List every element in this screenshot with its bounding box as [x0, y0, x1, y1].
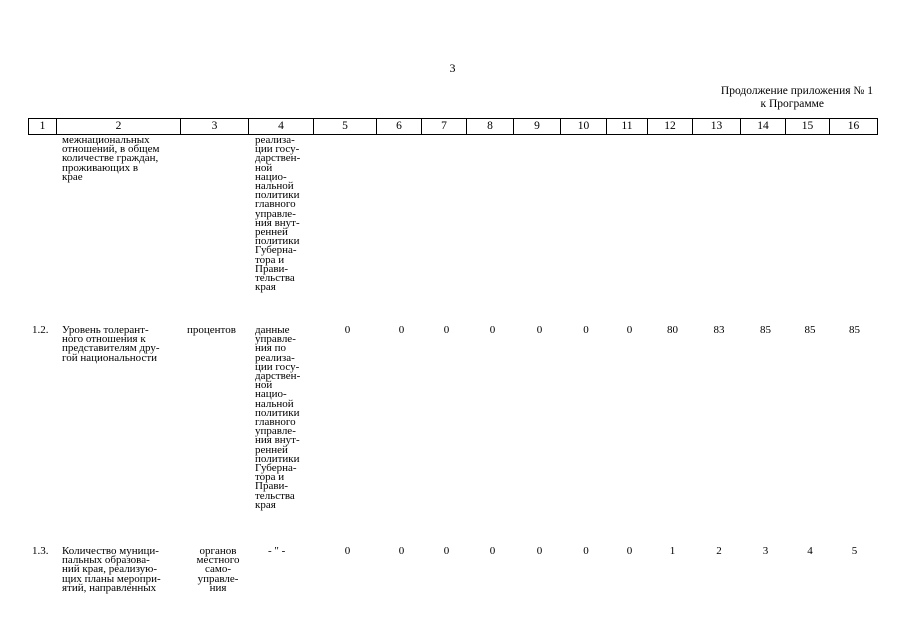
row-1-value: 85	[804, 324, 816, 336]
row-2-value: 0	[626, 545, 633, 557]
header-cell: 9	[514, 119, 561, 134]
header-cell: 11	[607, 119, 648, 134]
row-1-value: 0	[536, 324, 543, 336]
header-cell: 10	[561, 119, 607, 134]
row-1-value: 0	[489, 324, 496, 336]
table-header-row	[28, 118, 878, 135]
row-1-value: 83	[713, 324, 725, 336]
header-cell: 13	[693, 119, 741, 134]
row-1-unit: процентов	[187, 324, 236, 336]
row-2-unit: органов местного само- управле- ния	[196, 545, 240, 594]
row-2-source: - " -	[268, 545, 286, 557]
header-cell: 5	[314, 119, 377, 134]
row-2-value: 4	[807, 545, 813, 557]
header-cell: 1	[29, 119, 57, 134]
row-1-value: 0	[583, 324, 589, 336]
row-1-name: Уровень толерант- ного отношения к представителям дру- гой национальности	[62, 324, 160, 364]
row-1-value: 80	[667, 324, 678, 336]
row-0-source: реализа- ции госу- дарствен- ной нацио- нальной политики главного управле- ния внут- ренней политики Губерна- тора и Прави- тельства края	[255, 134, 301, 294]
row-1-value: 85	[849, 324, 860, 336]
row-2-value: 0	[583, 545, 589, 557]
row-2-value: 3	[762, 545, 769, 557]
header-cell: 7	[422, 119, 467, 134]
appendix-line-2: к Программе	[760, 98, 824, 110]
header-cell: 14	[741, 119, 786, 134]
row-2-value: 2	[716, 545, 722, 557]
row-1-value: 0	[626, 324, 633, 336]
row-2-value: 0	[398, 545, 405, 557]
header-cell: 12	[648, 119, 693, 134]
row-1-value: 0	[398, 324, 405, 336]
header-cell: 3	[181, 119, 249, 134]
row-1-source: данные управле- ния по реализа- ции госу- дарствен- ной нацио- нальной политики главного управле- ния внут- ренней политики Губерна- тора и Прави- тельства края	[255, 324, 301, 511]
row-0-name: межнациональных отношений, в общем количестве граждан, проживающих в крае	[62, 134, 160, 183]
header-cell: 6	[377, 119, 422, 134]
header-cell: 16	[847, 120, 860, 132]
row-2-value: 0	[489, 545, 496, 557]
row-1-value: 0	[443, 324, 450, 336]
row-2-name: Количество муници- пальных образова- ний края, реализую- щих планы меропри- ятий, направленных	[62, 545, 161, 594]
header-cell: 2	[57, 119, 181, 134]
row-2-value: 0	[443, 545, 450, 557]
row-2-value: 1	[669, 545, 676, 557]
row-2-index: 1.3.	[32, 545, 49, 557]
row-2-value: 5	[851, 545, 858, 557]
page-number: 3	[449, 61, 456, 75]
header-cell: 4	[249, 119, 314, 134]
appendix-caption	[600, 85, 873, 111]
header-cell: 8	[467, 119, 514, 134]
appendix-line-1: Продолжение приложения № 1	[720, 85, 873, 97]
header-cell: 15	[786, 119, 830, 134]
row-1-index: 1.2.	[32, 324, 49, 336]
row-2-value: 0	[536, 545, 543, 557]
row-2-value: 0	[344, 545, 351, 557]
row-1-value: 85	[760, 324, 771, 336]
row-1-value: 0	[344, 324, 351, 336]
